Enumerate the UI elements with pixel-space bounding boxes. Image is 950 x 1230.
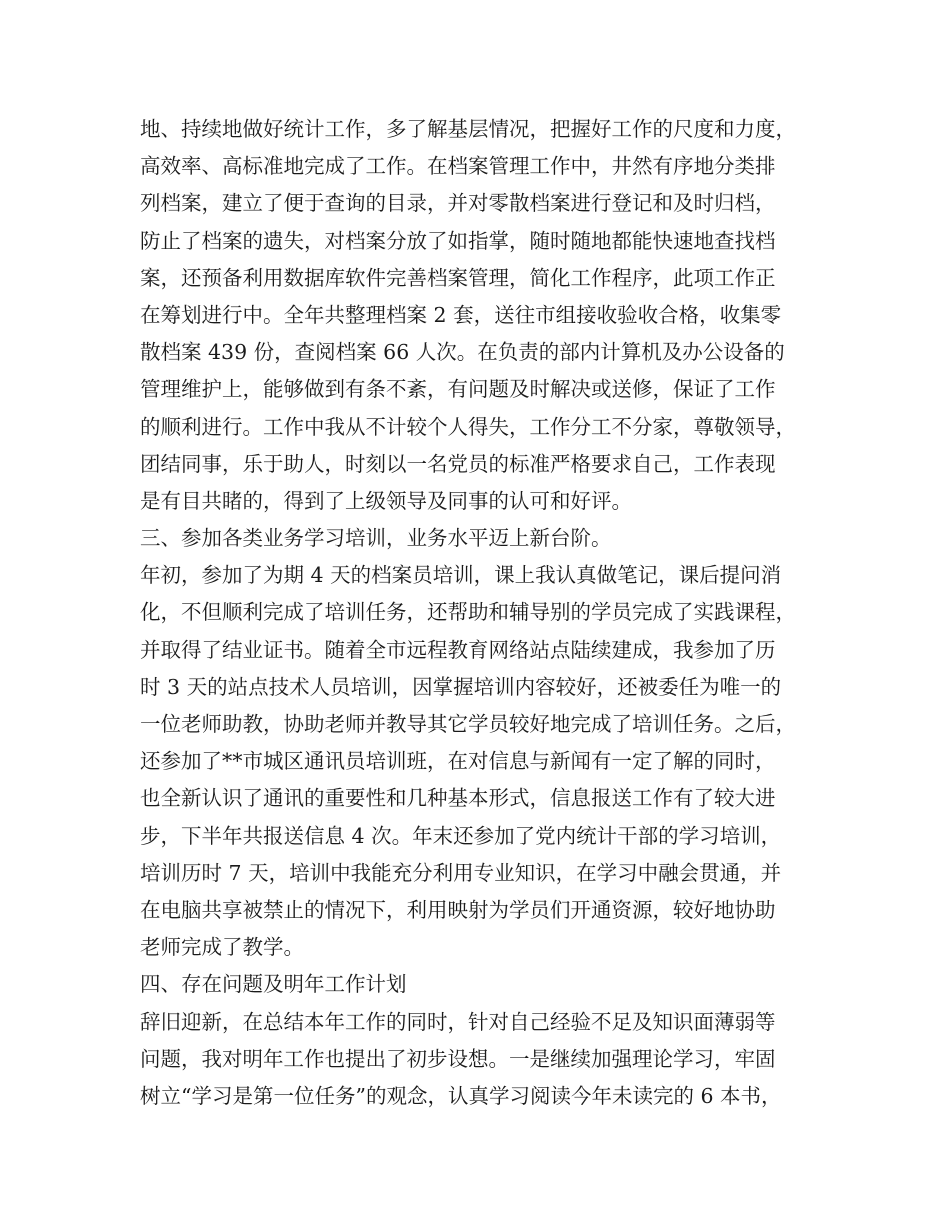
section-heading: 四、存在问题及明年工作计划 [140, 972, 407, 997]
text-line: 地、持续地做好统计工作，多了解基层情况，把握好工作的尺度和力度， [140, 117, 796, 141]
text-line: 化，不但顺利完成了培训任务，还帮助和辅导别的学员完成了实践课程， [140, 600, 796, 625]
text-line: 防止了档案的遗失，对档案分放了如指掌，随时随地都能快速地查找档 [140, 228, 776, 253]
text-line: 高效率、高标准地完成了工作。在档案管理工作中，井然有序地分类排 [140, 154, 776, 179]
text-line: 老师完成了教学。 [140, 935, 304, 960]
text-line: 散档案 439 份，查阅档案 66 人次。在负责的部内计算机及办公设备的 [140, 340, 785, 365]
text-line: 步，下半年共报送信息 4 次。年末还参加了党内统计干部的学习培训， [140, 823, 782, 848]
text-line: 时 3 天的站点技术人员培训，因掌握培训内容较好，还被委任为唯一的 [140, 674, 782, 699]
text-line: 的顺利进行。工作中我从不计较个人得失，工作分工不分家，尊敬领导， [140, 414, 796, 439]
text-line: 列档案，建立了便于查询的目录，并对零散档案进行登记和及时归档， [140, 191, 776, 216]
text-line: 管理维护上，能够做到有条不紊，有问题及时解决或送修，保证了工作 [140, 377, 776, 402]
text-line: 培训历时 7 天，培训中我能充分利用专业知识，在学习中融会贯通，并 [140, 860, 782, 885]
text-line: 一位老师助教，协助老师并教导其它学员较好地完成了培训任务。之后， [140, 712, 796, 736]
text-line: 案，还预备利用数据库软件完善档案管理，简化工作程序，此项工作正 [140, 265, 776, 290]
text-line: 并取得了结业证书。随着全市远程教育网络站点陆续建成，我参加了历 [140, 637, 776, 662]
text-line: 在筹划进行中。全年共整理档案 2 套，送往市组接收验收合格，收集零 [140, 302, 782, 327]
text-line: 年初，参加了为期 4 天的档案员培训，课上我认真做笔记，课后提问消 [140, 563, 782, 588]
text-line: 也全新认识了通讯的重要性和几种基本形式，信息报送工作有了较大进 [140, 786, 776, 811]
text-line: 树立“学习是第一位任务”的观念，认真学习阅读今年未读完的 6 本书， [140, 1083, 782, 1108]
body-text [140, 111, 840, 1115]
text-line: 是有目共睹的，得到了上级领导及同事的认可和好评。 [140, 488, 632, 513]
section-heading: 三、参加各类业务学习培训，业务水平迈上新台阶。 [140, 526, 612, 551]
text-line: 辞旧迎新，在总结本年工作的同时，针对自己经验不足及知识面薄弱等 [140, 1009, 776, 1034]
text-line: 团结同事，乐于助人，时刻以一名党员的标准严格要求自己，工作表现 [140, 451, 776, 476]
text-line: 还参加了**市城区通讯员培训班，在对信息与新闻有一定了解的同时， [140, 749, 776, 774]
text-line: 在电脑共享被禁止的情况下，利用映射为学员们开通资源，较好地协助 [140, 897, 776, 922]
text-line: 问题，我对明年工作也提出了初步设想。一是继续加强理论学习，牢固 [140, 1046, 776, 1071]
